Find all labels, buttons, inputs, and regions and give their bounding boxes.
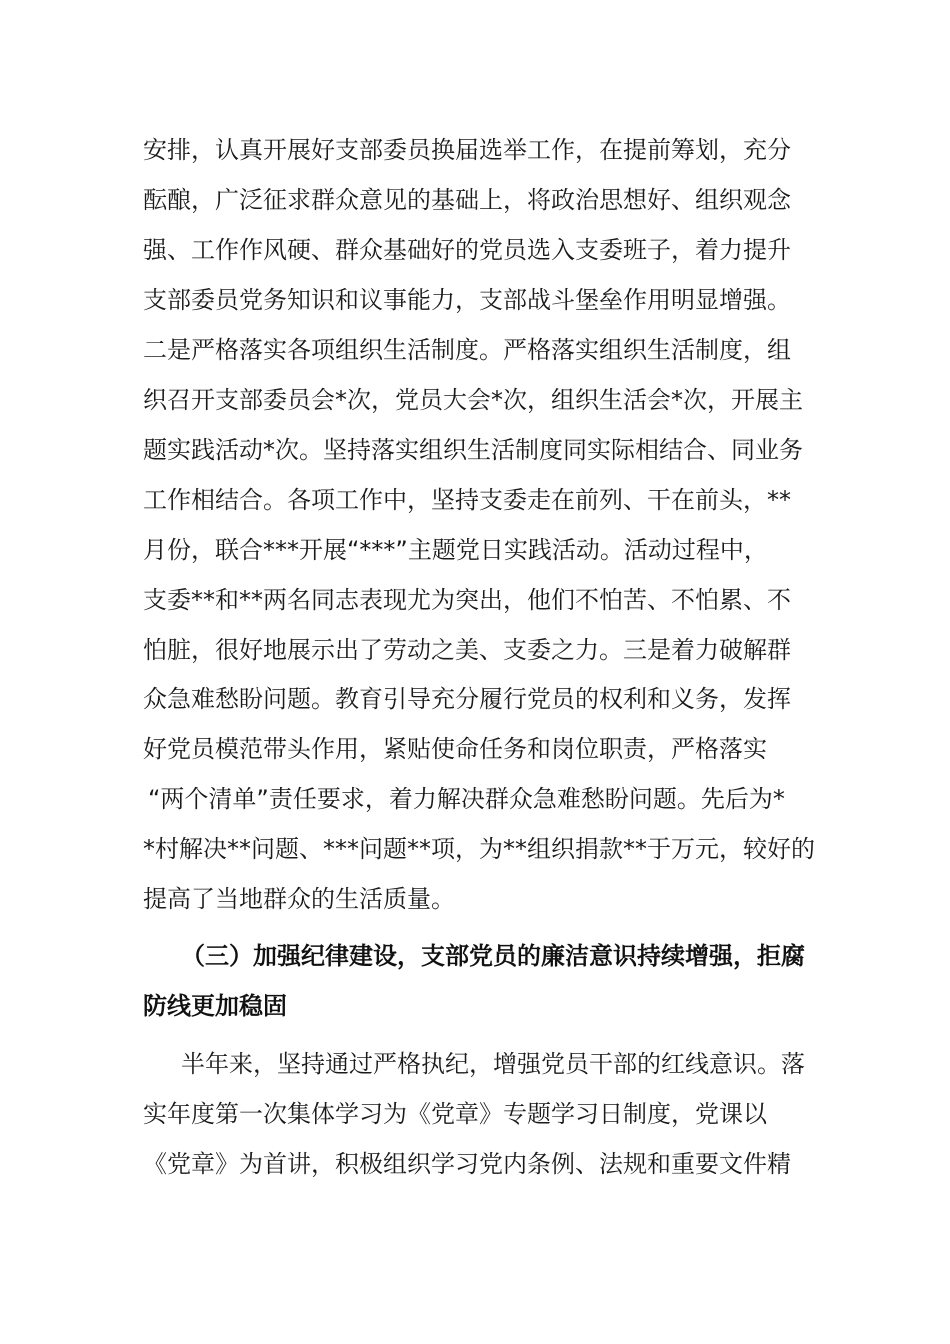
text-line: *村解决**问题、***问题**项，为**组织捐款**于万元，较好的 (143, 835, 815, 863)
text-line: 提高了当地群众的生活质量。 (143, 885, 455, 913)
text-line: “两个清单”责任要求，着力解决群众急难愁盼问题。先后为* (148, 785, 785, 813)
text-line: 半年来，坚持通过严格执纪，增强党员干部的红线意识。落 (181, 1050, 805, 1078)
text-line: 好党员模范带头作用，紧贴使命任务和岗位职责，严格落实 (143, 735, 767, 763)
section-heading-line: 防线更加稳固 (143, 992, 287, 1020)
text-line: 安排，认真开展好支部委员换届选举工作，在提前筹划，充分 (143, 136, 791, 164)
text-line: 酝酿，广泛征求群众意见的基础上，将政治思想好、组织观念 (143, 186, 791, 214)
section-heading-line: （三）加强纪律建设，支部党员的廉洁意识持续增强，拒腐 (181, 942, 805, 970)
text-line: 强、工作作风硬、群众基础好的党员选入支委班子，着力提升 (143, 236, 791, 264)
text-line: 织召开支部委员会*次，党员大会*次，组织生活会*次，开展主 (143, 386, 803, 414)
text-line: 工作相结合。各项工作中，坚持支委走在前列、干在前头，** (143, 486, 791, 514)
text-line: 实年度第一次集体学习为《党章》专题学习日制度，党课以 (143, 1100, 767, 1128)
text-line: 支部委员党务知识和议事能力，支部战斗堡垒作用明显增强。 (143, 286, 791, 314)
text-line: 月份，联合***开展“***”主题党日实践活动。活动过程中， (143, 536, 768, 564)
text-line: 《党章》为首讲，积极组织学习党内条例、法规和重要文件精 (143, 1150, 791, 1178)
text-line: 支委**和**两名同志表现尤为突出，他们不怕苦、不怕累、不 (143, 586, 791, 614)
text-line: 众急难愁盼问题。教育引导充分履行党员的权利和义务，发挥 (143, 685, 791, 713)
text-line: 怕脏，很好地展示出了劳动之美、支委之力。三是着力破解群 (143, 636, 791, 664)
text-line: 二是严格落实各项组织生活制度。严格落实组织生活制度，组 (143, 336, 791, 364)
text-line: 题实践活动*次。坚持落实组织生活制度同实际相结合、同业务 (143, 436, 803, 464)
